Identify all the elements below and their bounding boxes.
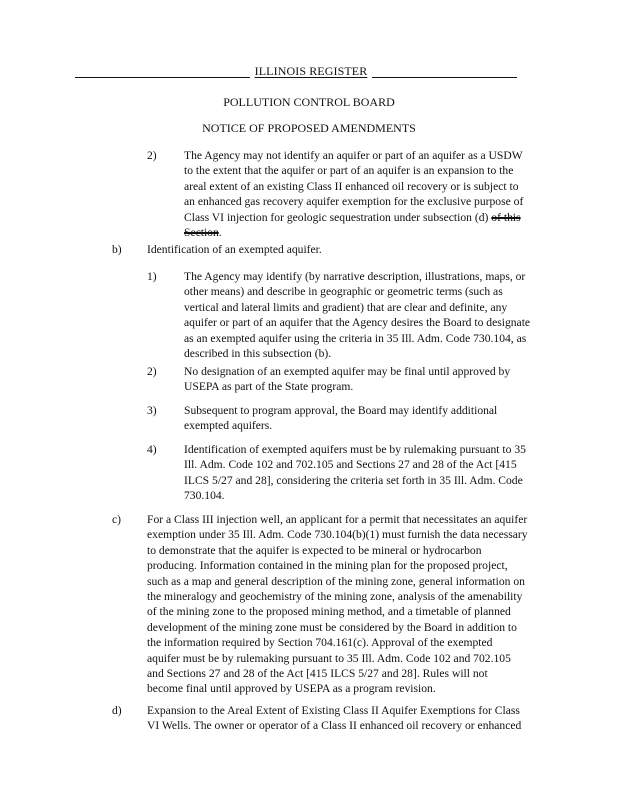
paragraph-line: to the extent that the aquifer or part of an aquifer is an expansion to the [184,164,514,178]
paragraph-line: described in this subsection (b). [184,347,332,361]
item-marker-b: b) [112,243,122,256]
heading-b [147,242,322,257]
paragraph-line: No designation of an exempted aquifer may be final until approved by [184,365,511,378]
paragraph-b2 [184,364,510,395]
paragraph-line: USEPA as part of the State program. [184,380,354,394]
struck-text: of this [491,210,521,224]
paragraph-line: areal extent of an existing Class II enhanced oil recovery or is subject to [184,179,519,193]
paragraph-line: Subsequent to program approval, the Board may identify additional [184,404,498,417]
paragraph-line: VI Wells. The owner or operator of a Class II enhanced oil recovery or enhanced [147,719,522,733]
paragraph-c [147,512,528,697]
paragraph-line: aquifer must be by rulemaking pursuant to 35 Ill. Adm. Code 102 and 702.105 [147,651,511,665]
paragraph-line: of the mining zone to the proposed mining method, and a timetable of planned [147,605,511,619]
register-title: ILLINOIS REGISTER [254,64,368,78]
paragraph-line: For a Class III injection well, an applicant for a permit that necessitates an aquifer [147,513,528,526]
paragraph-line: aquifer or part of an aquifer that the Agency desires the Board to designate [184,316,531,330]
paragraph-line [184,210,523,225]
paragraph-line: exempted aquifers. [184,419,273,433]
item-marker-a2: 2) [147,149,157,162]
item-marker-b1: 1) [147,270,157,283]
item-marker-d: d) [112,704,122,717]
notice-title: NOTICE OF PROPOSED AMENDMENTS [202,121,416,135]
paragraph-line: and Sections 27 and 28 of the Act [415 ILCS 5/27 and 28]. Rules will not [147,667,488,681]
paragraph-line: other means) and describe in geographic or geometric terms (such as [184,285,503,299]
paragraph-line: The Agency may not identify an aquifer or part of an aquifer as a USDW [184,149,523,162]
paragraph-line: producing. Information contained in the mining plan for the proposed project, [147,559,508,573]
paragraph-line: The Agency may identify (by narrative description, illustrations, maps, or [184,270,526,283]
paragraph-a2 [184,148,523,240]
header-rule-left [75,77,250,78]
paragraph-line [184,225,523,240]
paragraph-line-text: Class VI injection for geologic sequestration under subsection (d) [184,210,489,224]
paragraph-line: to demonstrate that the aquifer is expected to be mineral or hydrocarbon [147,543,482,557]
paragraph-line: Identification of an exempted aquifer. [147,243,322,256]
paragraph-line: Identification of exempted aquifers must be by rulemaking pursuant to 35 [184,443,526,456]
paragraph-b1 [184,269,530,361]
paragraph-line: vertical and lateral limits and gradient) that are clear and definite, any [184,300,508,314]
paragraph-line: such as a map and general description of the mining zone, general information on [147,574,525,588]
item-marker-b4: 4) [147,443,157,456]
end-punctuation: . [218,226,222,240]
paragraph-line: ILCS 5/27 and 28], considering the criteria set forth in 35 Ill. Adm. Code [184,473,523,487]
item-marker-b2: 2) [147,365,157,378]
header-rule-right [372,77,517,78]
paragraph-line: Ill. Adm. Code 102 and 702.105 and Sections 27 and 28 of the Act [415 [184,458,517,472]
paragraph-d [147,703,521,734]
paragraph-line: 730.104. [184,489,225,503]
paragraph-line: the mineralogy and geochemistry of the mining zone, analysis of the amenability [147,590,523,604]
paragraph-line: become final until approved by USEPA as a program revision. [147,682,436,696]
item-marker-c: c) [112,513,122,526]
paragraph-line: development of the mining zone must be considered by the Board in addition to [147,620,517,634]
paragraph-line: an enhanced gas recovery aquifer exemption for the exclusive purpose of [184,195,524,209]
paragraph-line: exemption under 35 Ill. Adm. Code 730.104(b)(1) must furnish the data necessary [147,528,528,542]
paragraph-b4 [184,442,526,504]
item-marker-b3: 3) [147,404,157,417]
board-title: POLLUTION CONTROL BOARD [223,95,395,109]
paragraph-line: as an exempted aquifer using the criteria in 35 Ill. Adm. Code 730.104, as [184,331,527,345]
paragraph-line: the information required by Section 704.161(c). Approval of the exempted [147,636,493,650]
paragraph-b3 [184,403,497,434]
struck-text: Section [184,226,219,240]
paragraph-line: Expansion to the Areal Extent of Existing Class II Aquifer Exemptions for Class [147,704,520,717]
